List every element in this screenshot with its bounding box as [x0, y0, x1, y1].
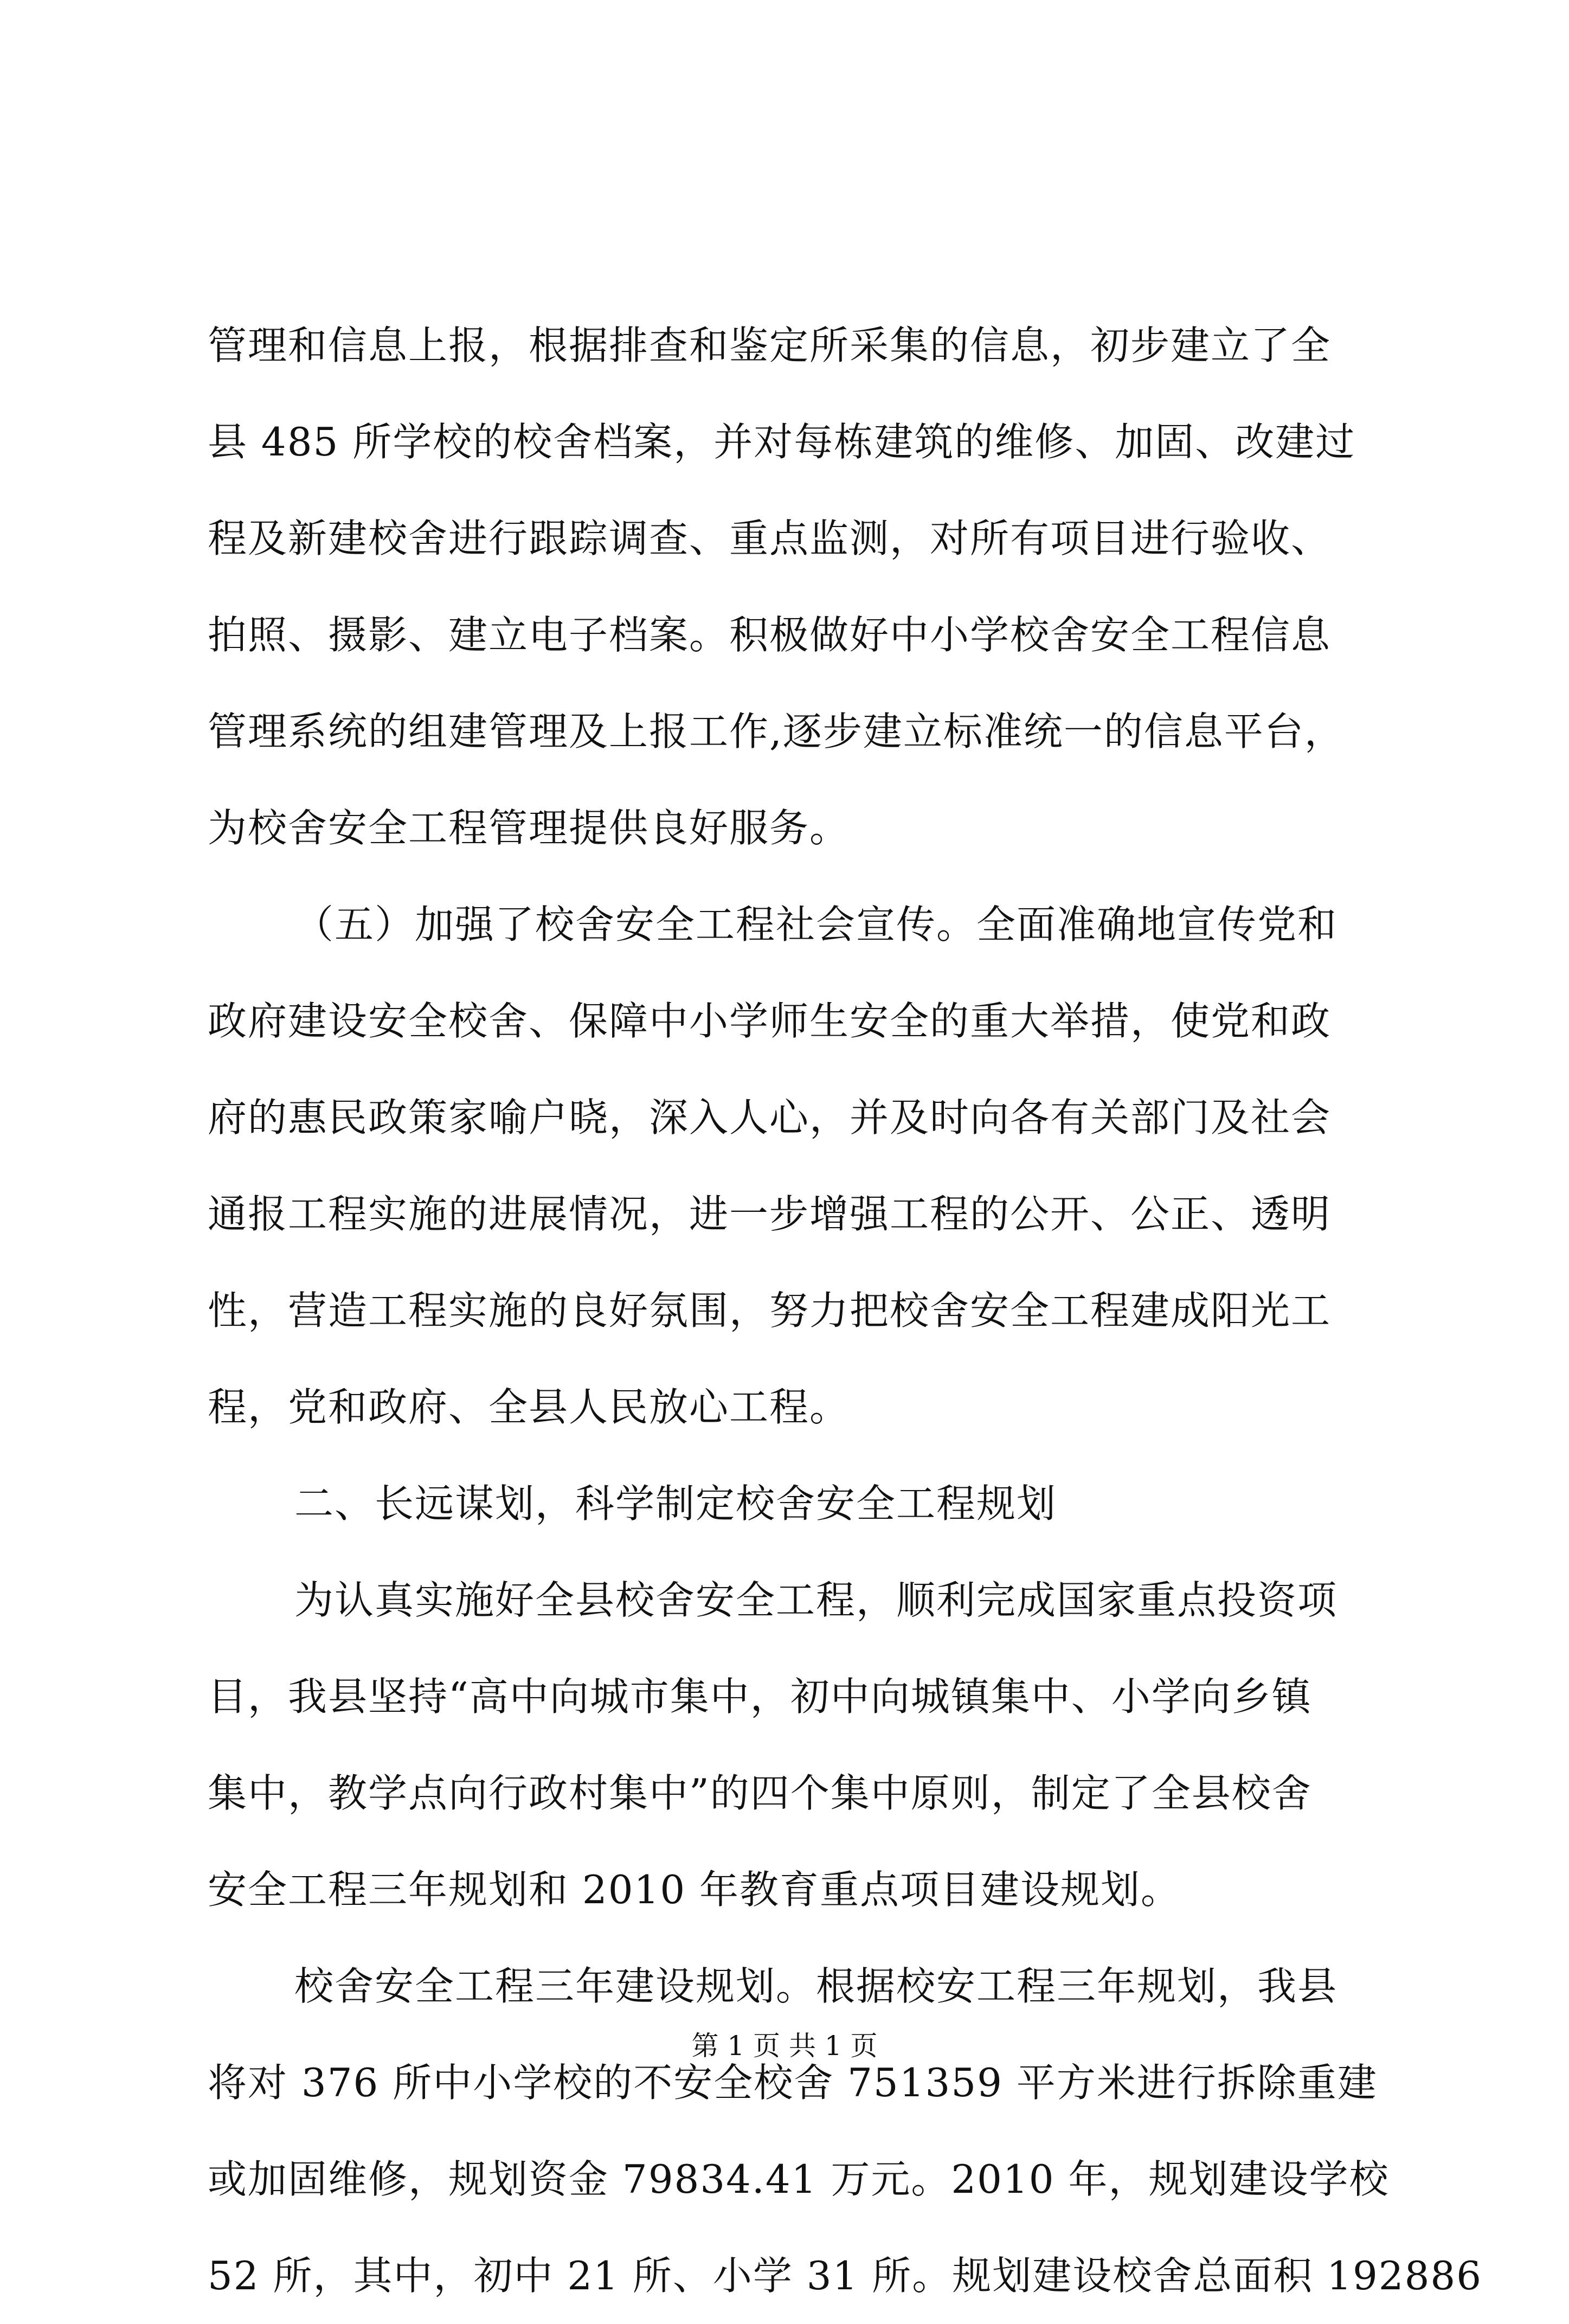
paragraph-start-line: 为认真实施好全县校舍安全工程，顺利完成国家重点投资项 [294, 1577, 1338, 1623]
text-line: 管理系统的组建管理及上报工作,逐步建立标准统一的信息平台， [208, 709, 1345, 754]
text-line: 将对 376 所中小学校的不安全校舍 751359 平方米进行拆除重建 [208, 2060, 1378, 2105]
text-line: 通报工程实施的进展情况，进一步增强工程的公开、公正、透明 [208, 1191, 1332, 1237]
text-line: 目，我县坚持“高中向城市集中，初中向城镇集中、小学向乡镇 [208, 1674, 1312, 1719]
text-line: 集中，教学点向行政村集中”的四个集中原则，制定了全县校舍 [208, 1770, 1312, 1816]
text-line: 县 485 所学校的校舍档案，并对每栋建筑的维修、加固、改建过 [208, 419, 1356, 465]
text-line: 或加固维修，规划资金 79834.41 万元。2010 年，规划建设学校 [208, 2156, 1390, 2202]
text-line: 为校舍安全工程管理提供良好服务。 [208, 805, 850, 851]
text-line: 52 所，其中，初中 21 所、小学 31 所。规划建设校舍总面积 192886 [208, 2253, 1483, 2299]
section-heading: 二、长远谋划，科学制定校舍安全工程规划 [294, 1481, 1057, 1526]
text-line: 府的惠民政策家喻户晓，深入人心，并及时向各有关部门及社会 [208, 1095, 1332, 1140]
text-line: 管理和信息上报，根据排查和鉴定所采集的信息，初步建立了全 [208, 323, 1332, 368]
text-line: 政府建设安全校舍、保障中小学师生安全的重大举措，使党和政 [208, 998, 1332, 1044]
text-line: 程，党和政府、全县人民放心工程。 [208, 1384, 850, 1430]
page-footer: 第 1 页 共 1 页 [691, 2030, 878, 2062]
text-line: 程及新建校舍进行跟踪调查、重点监测，对所有项目进行验收、 [208, 516, 1332, 561]
text-line: 性，营造工程实施的良好氛围，努力把校舍安全工程建成阳光工 [208, 1288, 1332, 1333]
text-line: 拍照、摄影、建立电子档案。积极做好中小学校舍安全工程信息 [208, 612, 1332, 658]
paragraph-start-line: 校舍安全工程三年建设规划。根据校安工程三年规划，我县 [294, 1963, 1338, 2009]
paragraph-start-line: （五）加强了校舍安全工程社会宣传。全面准确地宣传党和 [294, 902, 1338, 947]
text-line: 安全工程三年规划和 2010 年教育重点项目建设规划。 [208, 1867, 1181, 1912]
document-body [208, 297, 1483, 2324]
